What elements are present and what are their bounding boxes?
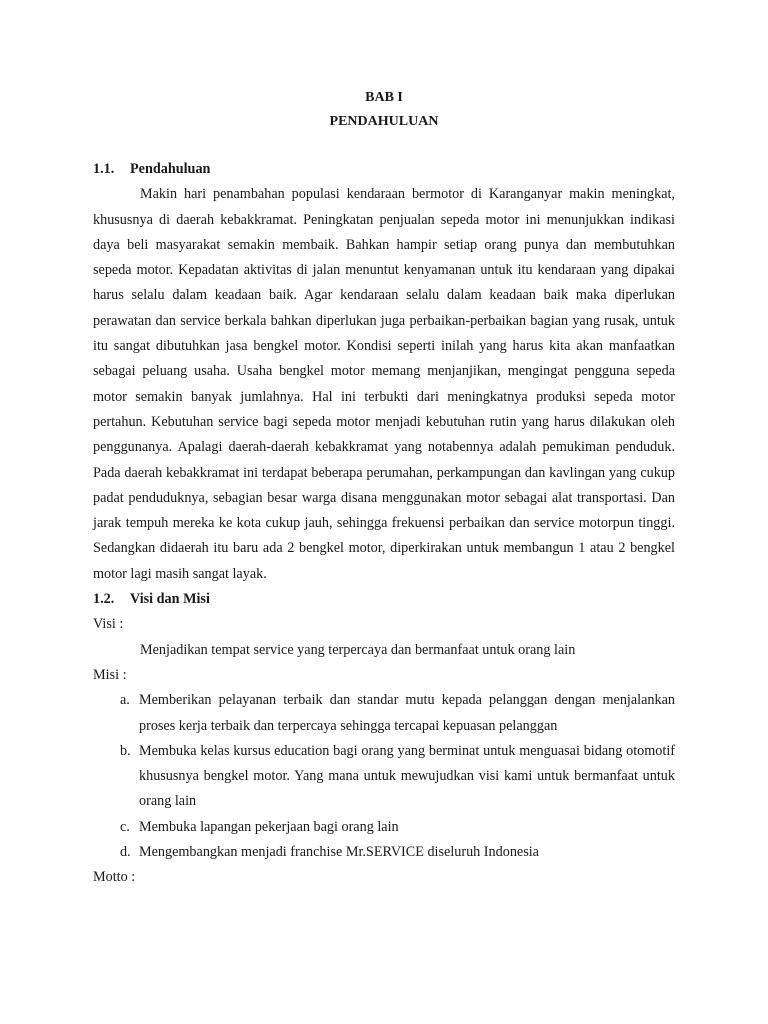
section-heading-pendahuluan [93,157,675,182]
list-item [93,840,675,865]
chapter-heading: BAB I [365,90,403,105]
section-number: 1.2. [93,591,115,608]
list-item-text: Mengembangkan menjadi franchise Mr.SERVICE diseluruh Indonesia [139,844,539,861]
list-item-letter: d. [120,844,131,861]
list-item-text: Membuka lapangan pekerjaan bagi orang lain [139,818,399,835]
list-item-letter: c. [120,818,130,835]
list-item-letter: b. [120,742,131,759]
chapter-title: PENDAHULUAN [329,114,439,129]
misi-label: Misi : [93,666,127,683]
section-heading-visi-misi [93,587,675,612]
list-item [93,688,675,739]
pendahuluan-paragraph: Makin hari penambahan populasi kendaraan bermotor di Karanganyar makin meningkat, khususnya di daerah kebakkramat. Peningkatan penjualan sepeda motor ini menunjukkan indikasi daya beli masyarakat semakin membaik. Bahkan hampir setiap orang punya dan membutuhkan sepeda motor. Kepadatan aktivitas di jalan menuntut kenyamanan untuk itu kendaraan yang dipakai harus selalu dalam keadaan baik. Agar kendaraan selalu dalam keadaan baik maka diperlukan perawatan dan service berkala bahkan diperlukan juga perbaikan-perbaikan bagian yang rusak, untuk itu sangat dibutuhkan jasa bengkel motor. Kondisi seperti inilah yang harus kita akan manfaatkan sebagai peluang usaha. Usaha bengkel motor memang menjanjikan, mengingat pengguna sepeda motor semakin banyak jumlahnya. Hal ini terbukti dari meningkatnya produksi sepeda motor pertahun. Kebutuhan service bagi sepeda motor menjadi kebutuhan rutin yang harus dilakukan oleh penggunanya. Apalagi daerah-daerah kebakkramat yang notabennya adalah pemukiman penduduk. Pada daerah kebakkramat ini terdapat beberapa perumahan, perkampungan dan kavlingan yang cukup padat penduduknya, sebagian besar warga disana menggunakan motor sebagai alat transportasi. Dan jarak tempuh mereka ke kota cukup jauh, sehingga frekuensi perbaikan dan service motorpun tinggi. Sedangkan didaerah itu baru ada 2 bengkel motor, diperkirakan untuk membangun 1 atau 2 bengkel motor lagi masih sangat layak. [93,186,675,582]
visi-label: Visi : [93,616,124,633]
list-item-letter: a. [120,692,130,709]
motto-label: Motto : [93,869,136,886]
section-title: Pendahuluan [130,161,211,177]
section-title: Visi dan Misi [130,591,210,608]
list-item [93,739,675,815]
list-item-text: Memberikan pelayanan terbaik dan standar mutu kepada pelanggan dengan menjalankan proses kerja terbaik dan terpercaya sehingga tercapai kepuasan pelanggan [139,692,675,734]
visi-text: Menjadikan tempat service yang terpercaya dan bermanfaat untuk orang lain [140,641,576,658]
list-item-text: Membuka kelas kursus education bagi orang yang berminat untuk menguasai bidang otomotif khususnya bengkel motor. Yang mana untuk mewujudkan visi kami untuk bermanfaat untuk orang lain [139,742,675,810]
misi-list [93,688,675,865]
document-page [93,86,675,891]
section-number: 1.1. [93,161,115,177]
list-item [93,815,675,840]
